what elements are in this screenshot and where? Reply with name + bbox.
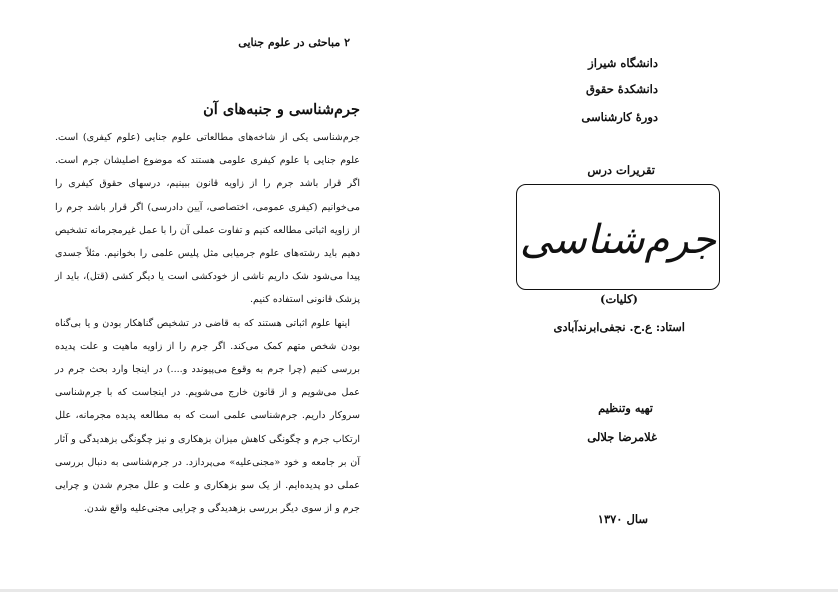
course-title-box (516, 184, 720, 290)
professor-name: استاد: ع.ح. نجفی‌ابرندآبادی (553, 320, 685, 334)
lecture-notes-label: تقریرات درس (587, 163, 655, 177)
prepared-by-name: غلامرضا جلالی (587, 430, 657, 444)
body-text (55, 126, 360, 520)
subtitle: (کلیات) (600, 292, 638, 306)
program-name: دورهٔ کارشناسی (581, 110, 658, 124)
section-title: جرم‌شناسی و جنبه‌های آن (203, 101, 360, 118)
year: سال ۱۳۷۰ (597, 512, 648, 526)
paragraph: جرم‌شناسی یکی از شاخه‌های مطالعاتی علوم جنایی (علوم کیفری) است. علوم جنایی یا علوم کیفری علومی هستند که موضوع اصلیشان جرم است. اگر قرار باشد جرم را از زاویه قانون ببینیم، درسهای حقوق کیفری را می‌خوانیم (کیفری عمومی، اختصاصی، آیین دادرسی) اگر قرار باشد جرم را از زاویه اثباتی مطالعه کنیم و تفاوت عملی آن را با عمل غیرمجرمانه تشخیص دهیم باید رشته‌های علوم جرمیابی مثل پلیس علمی را بخوانیم. مثلاً جسدی پیدا می‌شود شک داریم ناشی از خودکشی است یا دیگر کشی (قتل)، باید از پزشک قانونی استفاده کنیم. (55, 132, 360, 306)
university-name: دانشگاه شیراز (588, 56, 658, 70)
faculty-name: دانشکدهٔ حقوق (586, 82, 658, 96)
prepared-by-label: تهیه وتنظیم (598, 401, 653, 415)
left-page (0, 0, 420, 589)
running-head: ۲ مباحثی در علوم جنایی (238, 36, 350, 49)
paragraph: اینها علوم اثباتی هستند که به قاضی در تشخیص گناهکار بودن و یا بی‌گناه بودن شخص متهم کمک می‌کند. اگر جرم را از زاویه ماهیت و علت پدیده بررسی کنیم (چرا جرم به وقوع می‌پیوندد و....) در اینجا وارد بحث جرم در عمل می‌شویم و از قانون خارج می‌شویم. در اینجاست که با جرم‌شناسی سروکار داریم. جرم‌شناسی علمی است که به مطالعه پدیده مجرمانه، علل ارتکاب جرم و چگونگی کاهش میزان بزهکاری و نیز چگونگی بزهدیدگی و آثار آن بر جامعه و خود «مجنی‌علیه» می‌پردازد. در جرم‌شناسی به دنبال بررسی عملی دو پدیده‌ایم. از یک سو بزهکاری و علت و علل مجرم شدن و چرایی جرم و از سوی دیگر بررسی بزهدیدگی و چرایی مجنی‌علیه واقع شدن. (55, 317, 360, 515)
course-title: جرم‌شناسی (519, 217, 717, 263)
right-page (420, 0, 838, 589)
course-title-calligraphy (517, 185, 719, 289)
